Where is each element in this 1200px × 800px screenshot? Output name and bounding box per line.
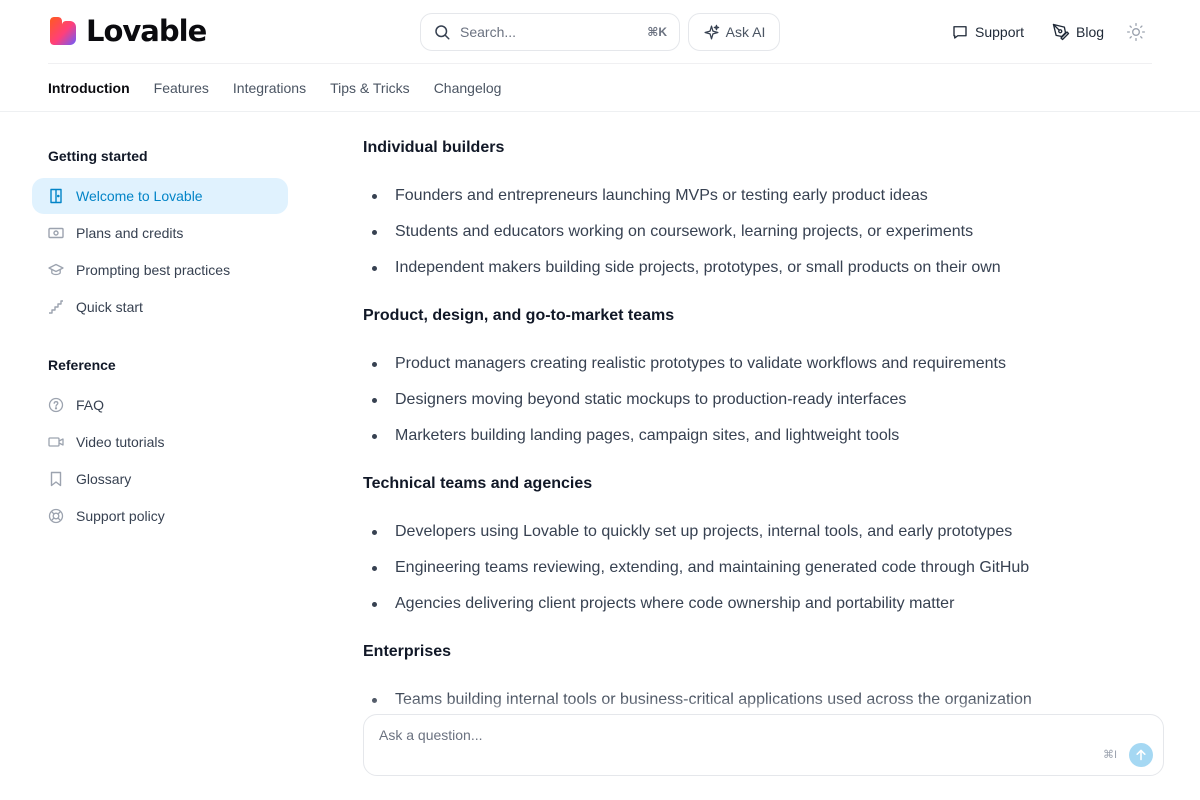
send-button[interactable] (1129, 743, 1153, 767)
door-icon (48, 188, 64, 204)
stairs-icon (48, 299, 64, 315)
list-item: Engineering teams reviewing, extending, and maintaining generated code through GitHub (363, 556, 1029, 580)
tab-features[interactable]: Features (153, 80, 209, 96)
sparkle-icon (703, 24, 720, 41)
sidebar-item-support-policy[interactable] (32, 498, 288, 534)
tab-introduction[interactable]: Introduction (48, 64, 130, 112)
banknote-icon (48, 225, 64, 241)
ask-ai-button[interactable] (688, 13, 780, 51)
sidebar-item-label: Glossary (76, 471, 132, 487)
search-placeholder: Search... (460, 24, 517, 40)
sidebar-item-prompting-best-practices[interactable] (32, 252, 288, 288)
logo[interactable] (48, 14, 206, 48)
brand-name: Lovable (86, 14, 207, 48)
bookmark-icon (48, 471, 64, 487)
video-icon (48, 434, 64, 450)
sidebar-item-label: Support policy (76, 508, 165, 524)
sidebar-item-glossary[interactable] (32, 461, 288, 497)
life-buoy-icon (48, 508, 64, 524)
heading-product-design-gtm-teams: Product, design, and go-to-market teams (363, 307, 675, 324)
sidebar-item-video-tutorials[interactable] (32, 424, 288, 460)
sidebar-item-label: FAQ (76, 397, 105, 413)
list-item: Marketers building landing pages, campaign sites, and lightweight tools (363, 424, 899, 448)
ask-question-placeholder: Ask a question... (379, 727, 483, 743)
question-circle-icon (48, 397, 64, 413)
ask-question-shortcut: ⌘I (1102, 749, 1117, 761)
list-item: Independent makers building side projects, prototypes, or small products on their own (363, 256, 1001, 280)
support-link[interactable] (951, 20, 1024, 44)
arrow-up-icon (1135, 749, 1147, 761)
theme-toggle-sun-icon[interactable] (1126, 22, 1146, 42)
sidebar-item-label: Plans and credits (76, 225, 184, 241)
sidebar-item-label: Welcome to Lovable (76, 188, 203, 204)
section-tabs (48, 64, 501, 112)
top-header (0, 0, 1200, 64)
heading-individual-builders: Individual builders (363, 139, 505, 156)
sidebar-item-label: Quick start (76, 299, 143, 315)
sidebar-item-quick-start[interactable] (32, 289, 288, 325)
sidebar-item-plans-and-credits[interactable] (32, 215, 288, 251)
list-item: Product managers creating realistic prototypes to validate workflows and requirements (363, 352, 1006, 376)
sidebar-item-label: Video tutorials (76, 434, 165, 450)
search-shortcut: ⌘K (647, 25, 667, 39)
sidebar-section-getting-started: Getting started (48, 148, 148, 164)
list-item: Developers using Lovable to quickly set up projects, internal tools, and early prototypes (363, 520, 1012, 544)
ask-question-input[interactable] (363, 714, 1164, 776)
list-item: Agencies delivering client projects where code ownership and portability matter (363, 592, 954, 616)
ask-ai-label: Ask AI (725, 24, 766, 40)
lovable-logo-icon (48, 17, 76, 45)
blog-label: Blog (1076, 24, 1105, 40)
sidebar-item-welcome[interactable] (32, 178, 288, 214)
blog-link[interactable] (1052, 20, 1104, 44)
sidebar-item-label: Prompting best practices (76, 262, 231, 278)
tab-tips-and-tricks[interactable]: Tips & Tricks (330, 80, 410, 96)
sidebar-section-reference: Reference (48, 357, 116, 373)
list-item: Teams building internal tools or business-critical applications used across the organization (363, 688, 1032, 712)
search-icon (433, 23, 451, 41)
support-label: Support (975, 24, 1025, 40)
pen-nib-icon (1052, 23, 1070, 41)
heading-enterprises: Enterprises (363, 643, 452, 660)
list-item: Founders and entrepreneurs launching MVPs or testing early product ideas (363, 184, 928, 208)
tab-integrations[interactable]: Integrations (232, 80, 307, 96)
tab-changelog[interactable]: Changelog (433, 80, 502, 96)
list-item: Students and educators working on coursework, learning projects, or experiments (363, 220, 973, 244)
sidebar-nav (32, 112, 288, 534)
heading-technical-teams-agencies: Technical teams and agencies (363, 475, 593, 492)
sidebar-item-faq[interactable] (32, 387, 288, 423)
search-input[interactable] (420, 13, 680, 51)
list-item: Designers moving beyond static mockups to production-ready interfaces (363, 388, 906, 412)
chat-bubble-icon (951, 23, 969, 41)
graduation-cap-icon (48, 262, 64, 278)
